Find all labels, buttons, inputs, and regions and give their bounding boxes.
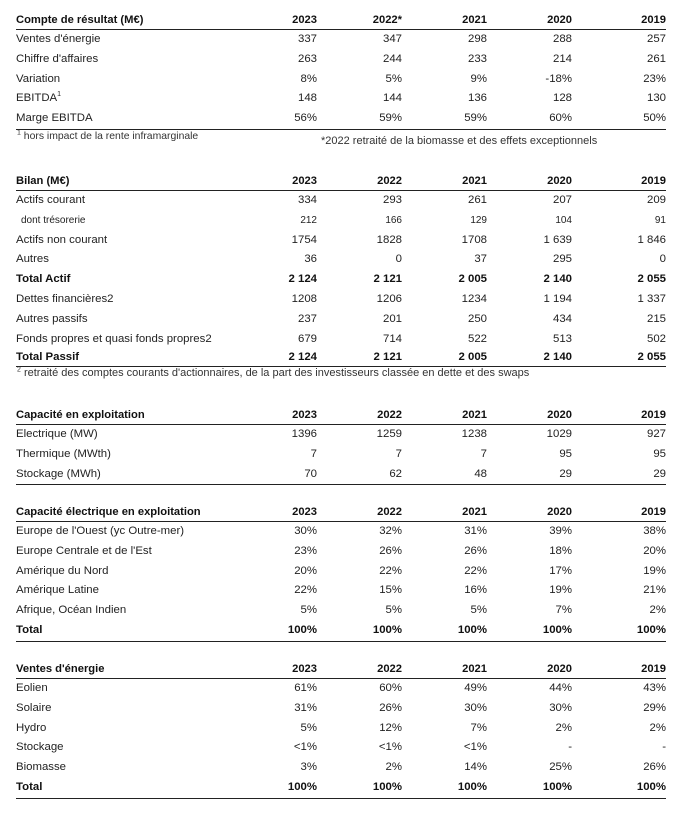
restatement-note: *2022 retraité de la biomasse et des effets exceptionnels	[321, 135, 598, 147]
cell: 2 055	[637, 351, 666, 364]
table-title: Capacité électrique en exploitation	[16, 506, 201, 518]
row-label: Hydro	[16, 721, 47, 734]
footnote	[17, 131, 198, 142]
year-header: 2023	[292, 14, 317, 26]
table-row	[16, 621, 666, 642]
cell: 298	[467, 33, 487, 45]
cell: 44%	[549, 682, 572, 694]
cell: 26%	[643, 761, 666, 774]
table-row	[16, 562, 666, 582]
row-label: Total Passif	[16, 351, 80, 364]
row-label: Actifs non courant	[16, 233, 108, 246]
year-header: 2019	[641, 409, 666, 421]
table-header	[16, 406, 666, 425]
cell: 2 121	[373, 351, 402, 364]
cell: -	[568, 741, 572, 754]
cell: -	[662, 741, 666, 754]
row-label: Chiffre d'affaires	[16, 52, 99, 65]
cell: 136	[467, 92, 487, 105]
table-row	[16, 581, 666, 601]
cell: 3%	[300, 761, 317, 774]
cell: -18%	[545, 72, 572, 85]
cell: 2 124	[288, 273, 317, 286]
cell: 20%	[643, 544, 666, 557]
cell: 148	[297, 92, 317, 105]
cell: 927	[646, 428, 666, 440]
cell: 19%	[643, 564, 666, 577]
cell: 100%	[372, 623, 402, 636]
cell: 14%	[464, 761, 487, 774]
cell: 31%	[294, 701, 317, 714]
row-label: Electrique (MW)	[16, 428, 98, 440]
table-row	[16, 109, 666, 130]
cell: 2%	[649, 721, 666, 734]
table-header	[16, 11, 666, 30]
table-row	[16, 330, 666, 350]
cell: 15%	[379, 584, 402, 597]
table-row	[16, 445, 666, 465]
cell: 8%	[300, 72, 317, 85]
cell: 212	[300, 214, 317, 226]
year-header: 2019	[641, 663, 666, 675]
cell: 36	[304, 253, 317, 266]
table-row	[16, 719, 666, 739]
cell: 522	[467, 332, 487, 345]
cell: 100%	[457, 623, 487, 636]
electric-capacity-table	[16, 503, 666, 642]
cell: 130	[646, 92, 666, 105]
cell: 513	[552, 332, 572, 345]
cell: 5%	[300, 604, 317, 617]
row-label: Afrique, Océan Indien	[16, 604, 127, 617]
table-row	[16, 211, 666, 231]
row-label	[16, 89, 61, 109]
cell: 1396	[291, 428, 317, 440]
cell: 21%	[643, 584, 666, 597]
year-header: 2022	[377, 663, 402, 675]
cell: 261	[467, 194, 487, 206]
row-label: dont trésorerie	[21, 214, 86, 226]
table-row	[16, 425, 666, 445]
cell: 7	[310, 447, 317, 460]
cell: 1 194	[543, 292, 572, 305]
cell: 100%	[287, 623, 317, 636]
cell: 5%	[300, 721, 317, 734]
cell: 207	[552, 194, 572, 206]
row-label: Europe de l'Ouest (yc Outre-mer)	[16, 525, 185, 537]
cell: 32%	[379, 525, 402, 537]
cell: 5%	[385, 72, 402, 85]
row-label: Stockage (MWh)	[16, 467, 101, 480]
cell: 244	[382, 52, 402, 65]
year-header: 2023	[292, 506, 317, 518]
row-label: Europe Centrale et de l'Est	[16, 544, 152, 557]
cell: 7	[395, 447, 402, 460]
cell: 1234	[461, 292, 487, 305]
cell: 23%	[294, 544, 317, 557]
cell: 7%	[470, 721, 487, 734]
cell: 0	[659, 253, 666, 266]
footnote-marker: 2	[17, 366, 21, 374]
cell: 29	[559, 467, 572, 480]
cell: 2%	[555, 721, 572, 734]
cell: 337	[297, 33, 317, 45]
cell: 43%	[643, 682, 666, 694]
cell: 502	[646, 332, 666, 345]
year-header: 2020	[547, 506, 572, 518]
cell: 39%	[549, 525, 572, 537]
footnote-text: retraité des comptes courants d'actionnaires, de la part des investisseurs classée en dette et des swaps	[23, 367, 530, 379]
row-label: Total Actif	[16, 273, 71, 286]
table-title: Bilan (M€)	[16, 175, 70, 187]
year-header: 2021	[462, 175, 487, 187]
year-header: 2022	[377, 175, 402, 187]
year-header: 2023	[292, 409, 317, 421]
row-label: Biomasse	[16, 761, 67, 774]
cell: 104	[555, 214, 572, 226]
cell: 293	[382, 194, 402, 206]
cell: 714	[382, 332, 402, 345]
cell: 334	[297, 194, 317, 206]
cell: 30%	[464, 701, 487, 714]
income-statement-table	[16, 11, 666, 130]
year-header: 2023	[292, 663, 317, 675]
table-row	[16, 250, 666, 270]
row-label: Fonds propres et quasi fonds propres2	[16, 332, 212, 345]
year-header: 2021	[462, 14, 487, 26]
cell: 25%	[549, 761, 572, 774]
cell: 7	[480, 447, 487, 460]
cell: 209	[646, 194, 666, 206]
cell: 50%	[643, 112, 666, 125]
year-header: 2020	[547, 663, 572, 675]
cell: 434	[552, 312, 572, 325]
cell: 17%	[549, 564, 572, 577]
cell: 1208	[291, 292, 317, 305]
year-header: 2021	[462, 663, 487, 675]
cell: 30%	[294, 525, 317, 537]
footnote-marker: 1	[57, 91, 62, 99]
table-row	[16, 542, 666, 562]
table-row	[16, 270, 666, 290]
cell: 257	[646, 33, 666, 45]
row-label-text: EBITDA	[16, 92, 58, 105]
table-header	[16, 503, 666, 522]
cell: <1%	[463, 741, 487, 754]
cell: 261	[646, 52, 666, 65]
cell: 2 140	[543, 351, 572, 364]
cell: 61%	[294, 682, 317, 694]
cell: 2 005	[458, 273, 487, 286]
cell: 679	[297, 332, 317, 345]
energy-sales-table	[16, 660, 666, 799]
capacity-table	[16, 406, 666, 485]
cell: 2 121	[373, 273, 402, 286]
year-header: 2020	[547, 409, 572, 421]
cell: 0	[395, 253, 402, 266]
cell: 26%	[379, 544, 402, 557]
footnote	[17, 367, 529, 379]
cell: 95	[559, 447, 572, 460]
year-header: 2019	[641, 14, 666, 26]
cell: 263	[297, 52, 317, 65]
table-row	[16, 522, 666, 542]
cell: 129	[470, 214, 487, 226]
table-row	[16, 699, 666, 719]
year-header: 2019	[641, 506, 666, 518]
cell: 100%	[636, 780, 666, 793]
cell: 48	[474, 467, 487, 480]
cell: 295	[552, 253, 572, 266]
cell: 1029	[546, 428, 572, 440]
cell: 100%	[542, 780, 572, 793]
cell: 1 639	[543, 233, 572, 246]
cell: 128	[552, 92, 572, 105]
cell: 347	[382, 33, 402, 45]
table-row	[16, 758, 666, 778]
row-label: Marge EBITDA	[16, 112, 93, 125]
cell: 29%	[643, 701, 666, 714]
footnote-marker: 1	[17, 129, 21, 137]
cell: 237	[297, 312, 317, 325]
cell: 12%	[379, 721, 402, 734]
cell: 144	[382, 92, 402, 105]
year-header: 2022	[377, 506, 402, 518]
table-row	[16, 30, 666, 50]
cell: 62	[389, 467, 402, 480]
cell: 9%	[470, 72, 487, 85]
row-label: Ventes d'énergie	[16, 33, 101, 45]
cell: 23%	[643, 72, 666, 85]
table-row	[16, 231, 666, 251]
cell: 1 846	[637, 233, 666, 246]
cell: 201	[382, 312, 402, 325]
cell: 214	[552, 52, 572, 65]
cell: 26%	[464, 544, 487, 557]
year-header: 2022*	[372, 14, 402, 26]
cell: 19%	[549, 584, 572, 597]
cell: 60%	[379, 682, 402, 694]
cell: 49%	[464, 682, 487, 694]
cell: 31%	[464, 525, 487, 537]
cell: 2 005	[458, 351, 487, 364]
cell: 59%	[379, 112, 402, 125]
table-row	[16, 778, 666, 799]
table-row	[16, 310, 666, 330]
table-row	[16, 290, 666, 310]
table-row	[16, 679, 666, 699]
table-row	[16, 349, 666, 367]
footnote-text: hors impact de la rente inframarginale	[23, 131, 199, 142]
table-row	[16, 89, 666, 109]
cell: 22%	[294, 584, 317, 597]
cell: 18%	[549, 544, 572, 557]
cell: 100%	[636, 623, 666, 636]
cell: 1238	[461, 428, 487, 440]
cell: 26%	[379, 701, 402, 714]
year-header: 2020	[547, 175, 572, 187]
table-header	[16, 660, 666, 679]
table-row	[16, 191, 666, 211]
cell: 2%	[649, 604, 666, 617]
row-label: Dettes financières2	[16, 292, 114, 305]
row-label: Autres	[16, 253, 49, 266]
table-title: Capacité en exploitation	[16, 409, 145, 421]
row-label: Actifs courant	[16, 194, 86, 206]
year-header: 2021	[462, 409, 487, 421]
row-label: Total	[16, 780, 43, 793]
cell: 166	[385, 214, 402, 226]
row-label: Thermique (MWth)	[16, 447, 111, 460]
balance-sheet-table	[16, 172, 666, 367]
cell: 2 124	[288, 351, 317, 364]
table-row	[16, 70, 666, 90]
year-header: 2020	[547, 14, 572, 26]
table-row	[16, 738, 666, 758]
cell: 215	[646, 312, 666, 325]
cell: 20%	[294, 564, 317, 577]
year-header: 2019	[641, 175, 666, 187]
cell: 5%	[385, 604, 402, 617]
row-label: Total	[16, 623, 43, 636]
cell: 91	[654, 214, 666, 226]
cell: 70	[304, 467, 317, 480]
cell: 2 055	[637, 273, 666, 286]
row-label: Autres passifs	[16, 312, 88, 325]
cell: <1%	[293, 741, 317, 754]
cell: 16%	[464, 584, 487, 597]
table-title: Compte de résultat (M€)	[16, 14, 144, 26]
cell: 7%	[555, 604, 572, 617]
cell: 5%	[470, 604, 487, 617]
cell: 288	[552, 33, 572, 45]
cell: 1259	[376, 428, 402, 440]
cell: 100%	[372, 780, 402, 793]
table-row	[16, 465, 666, 486]
cell: 233	[467, 52, 487, 65]
year-header: 2022	[377, 409, 402, 421]
year-header: 2021	[462, 506, 487, 518]
row-label: Solaire	[16, 701, 52, 714]
table-title: Ventes d'énergie	[16, 663, 105, 675]
cell: <1%	[378, 741, 402, 754]
row-label: Stockage	[16, 741, 64, 754]
cell: 60%	[549, 112, 572, 125]
cell: 1206	[376, 292, 402, 305]
year-header: 2023	[292, 175, 317, 187]
cell: 29	[653, 467, 666, 480]
cell: 1708	[461, 233, 487, 246]
table-header	[16, 172, 666, 191]
cell: 1828	[376, 233, 402, 246]
cell: 1754	[291, 233, 317, 246]
cell: 2%	[385, 761, 402, 774]
cell: 2 140	[543, 273, 572, 286]
cell: 1 337	[637, 292, 666, 305]
table-row	[16, 50, 666, 70]
cell: 100%	[287, 780, 317, 793]
cell: 22%	[379, 564, 402, 577]
cell: 37	[474, 253, 487, 266]
cell: 250	[467, 312, 487, 325]
cell: 56%	[294, 112, 317, 125]
row-label: Amérique du Nord	[16, 564, 109, 577]
row-label: Amérique Latine	[16, 584, 99, 597]
cell: 95	[653, 447, 666, 460]
cell: 100%	[457, 780, 487, 793]
cell: 38%	[643, 525, 666, 537]
cell: 30%	[549, 701, 572, 714]
row-label: Eolien	[16, 682, 48, 694]
cell: 100%	[542, 623, 572, 636]
table-row	[16, 601, 666, 621]
row-label: Variation	[16, 72, 61, 85]
cell: 59%	[464, 112, 487, 125]
cell: 22%	[464, 564, 487, 577]
